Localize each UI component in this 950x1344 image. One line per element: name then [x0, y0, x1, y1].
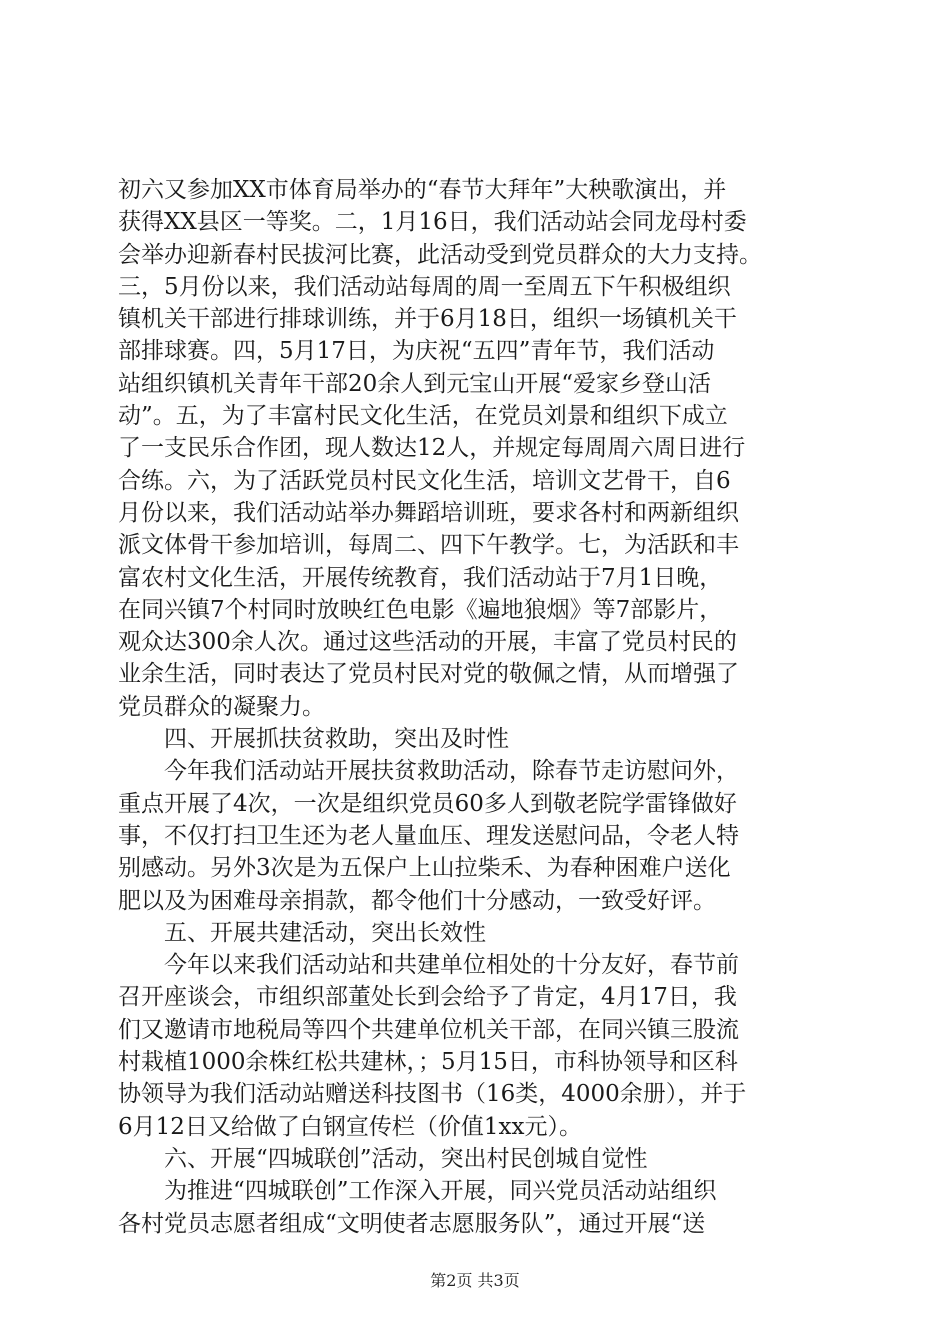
text-line: 月份以来，我们活动站举办舞蹈培训班，要求各村和两新组织 — [118, 499, 739, 526]
text-line: 观众达300余人次。通过这些活动的开展，丰富了党员村民的 — [118, 629, 737, 656]
text-line: 获得XX县区一等奖。二，1月16日，我们活动站会同龙母村委 — [118, 209, 747, 236]
text-line: 站组织镇机关青年干部20余人到元宝山开展“爱家乡登山活 — [118, 370, 712, 397]
text-line: 今年我们活动站开展扶贫救助活动，除春节走访慰问外， — [164, 758, 739, 785]
text-line: 为推进“四城联创”工作深入开展，同兴党员活动站组织 — [164, 1178, 717, 1205]
text-line: 三，5月份以来，我们活动站每周的周一至周五下午积极组织 — [118, 273, 731, 300]
text-line: 们又邀请市地税局等四个共建单位机关干部，在同兴镇三股流 — [118, 1016, 739, 1043]
text-line: 业余生活，同时表达了党员村民对党的敬佩之情，从而增强了 — [118, 661, 739, 688]
text-line: 在同兴镇7个村同时放映红色电影《遍地狼烟》等7部影片， — [118, 596, 723, 623]
text-line: 6月12日又给做了白钢宣传栏（价值1xx元）。 — [118, 1113, 582, 1140]
text-line: 五、开展共建活动，突出长效性 — [164, 919, 486, 946]
text-line: 了一支民乐合作团，现人数达12人，并规定每周周六周日进行 — [118, 435, 746, 462]
text-line: 党员群众的凝聚力。 — [118, 693, 325, 720]
text-line: 事，不仅打扫卫生还为老人量血压、理发送慰问品，令老人特 — [118, 822, 739, 849]
text-line: 协领导为我们活动站赠送科技图书（16类，4000余册），并于 — [118, 1081, 747, 1108]
document-body — [118, 174, 838, 1240]
text-line: 今年以来我们活动站和共建单位相处的十分友好，春节前 — [164, 952, 739, 979]
text-line: 四、开展抓扶贫救助，突出及时性 — [164, 726, 509, 753]
text-line: 会举办迎新春村民拔河比赛，此活动受到党员群众的大力支持。 — [118, 241, 762, 268]
page-footer: 第2页 共3页 — [430, 1271, 520, 1290]
text-line: 肥以及为困难母亲捐款，都令他们十分感动，一致受好评。 — [118, 887, 716, 914]
text-line: 合练。六，为了活跃党员村民文化生活，培训文艺骨干，自6 — [118, 467, 731, 494]
text-line: 村栽植1000余株红松共建林，；5月15日，市科协领导和区科 — [118, 1049, 738, 1076]
text-line: 派文体骨干参加培训，每周二、四下午教学。七，为活跃和丰 — [118, 532, 739, 559]
text-line: 镇机关干部进行排球训练，并于6月18日，组织一场镇机关干 — [118, 306, 737, 333]
text-line: 初六又参加XX市体育局举办的“春节大拜年”大秧歌演出，并 — [118, 177, 727, 203]
text-line: 部排球赛。四，5月17日，为庆祝“五四”青年节，我们活动 — [118, 338, 715, 365]
text-line: 动”。五，为了丰富村民文化生活，在党员刘景和组织下成立 — [118, 403, 728, 430]
text-line: 召开座谈会，市组织部董处长到会给予了肯定，4月17日，我 — [118, 984, 737, 1011]
text-line: 别感动。另外3次是为五保户上山拉柴禾、为春种困难户送化 — [118, 855, 731, 882]
text-line: 重点开展了4次，一次是组织党员60多人到敬老院学雷锋做好 — [118, 790, 737, 817]
text-line: 六、开展“四城联创”活动，突出村民创城自觉性 — [164, 1145, 648, 1172]
text-line: 各村党员志愿者组成“文明使者志愿服务队”，通过开展“送 — [118, 1210, 706, 1237]
text-line: 富农村文化生活，开展传统教育，我们活动站于7月1日晚， — [118, 564, 723, 591]
